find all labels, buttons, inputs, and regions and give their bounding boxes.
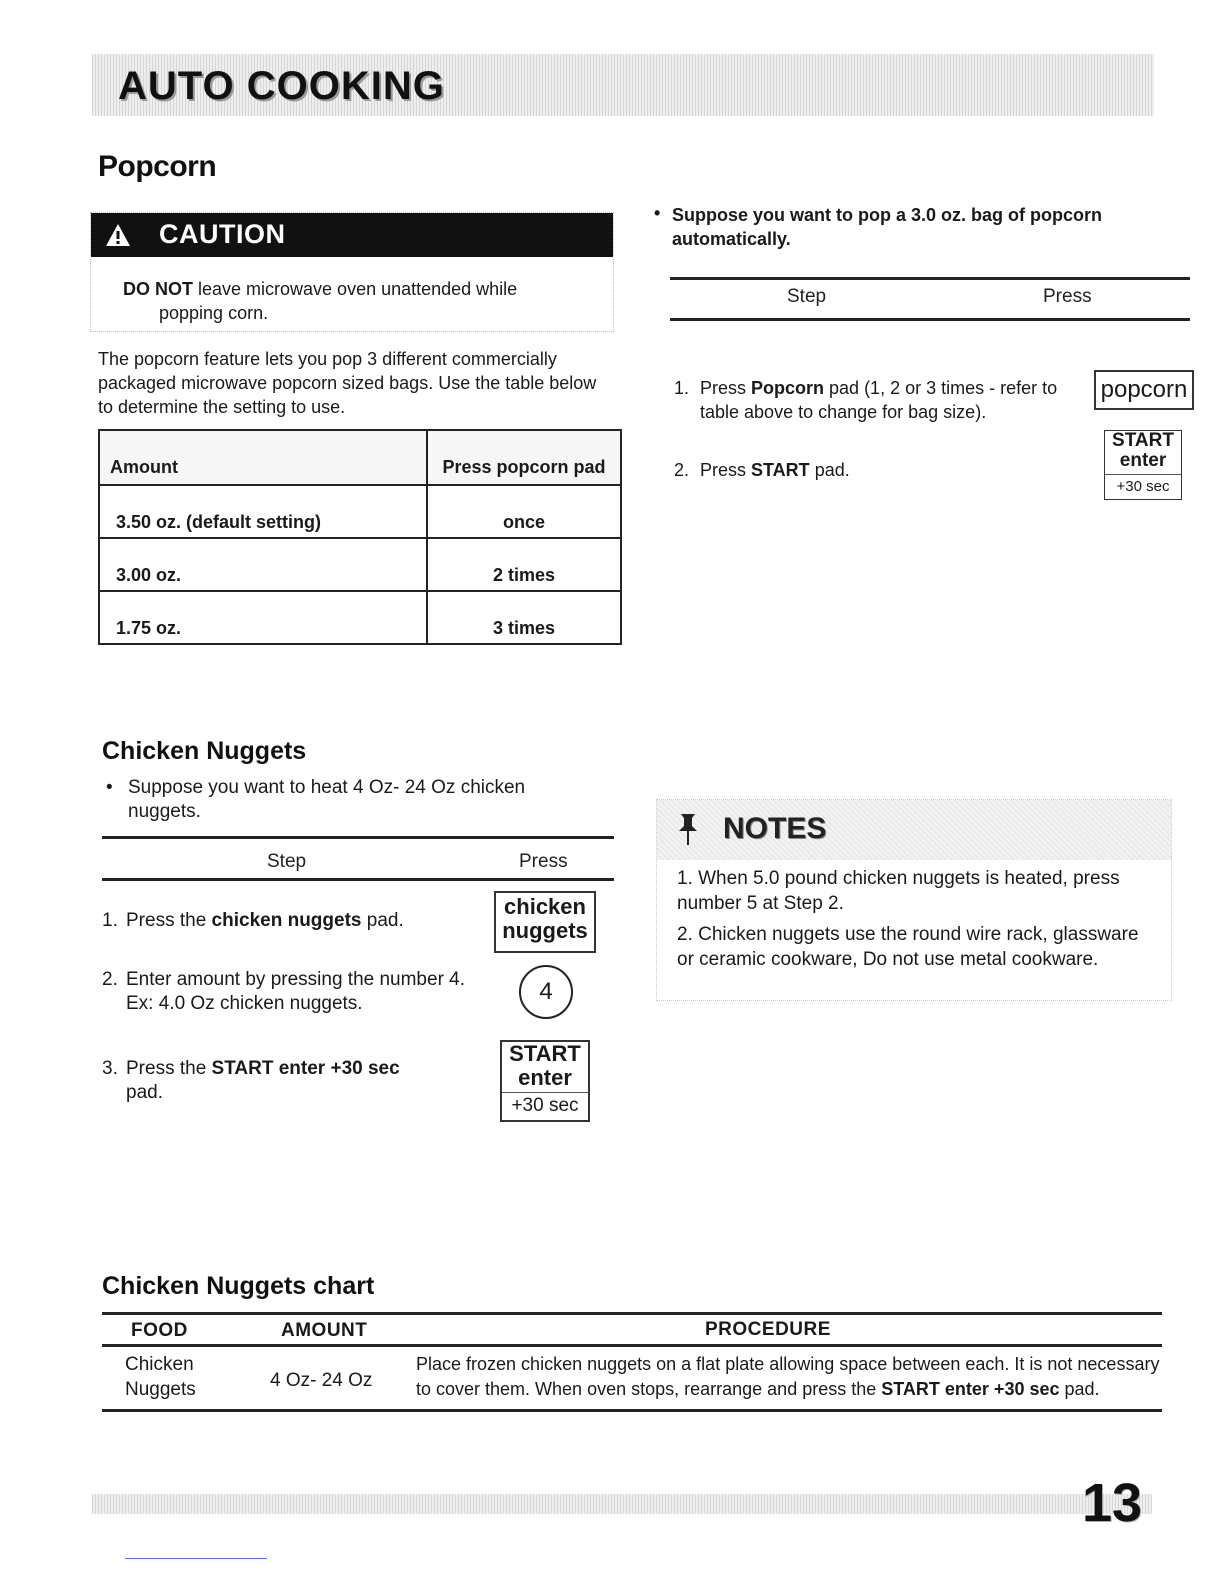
divider	[102, 878, 614, 881]
step-text-bold: Popcorn	[751, 378, 825, 398]
procedure-text: Place frozen chicken nuggets on a flat plate allowing space between each. It is not necessary to cover them. When oven stops, rearrange and press the	[416, 1354, 1160, 1399]
food-line1: Chicken	[125, 1354, 194, 1375]
chart-cell-procedure	[416, 1352, 1162, 1402]
table-cell: 3.00 oz.	[99, 538, 427, 591]
step-text-post: pad.	[361, 910, 404, 931]
note-item: 1. When 5.0 pound chicken nuggets is heated, press number 5 at Step 2.	[677, 868, 1120, 914]
chart-header-procedure: PROCEDURE	[705, 1319, 831, 1340]
enter-key-label: enter	[518, 1065, 572, 1090]
nuggets-step-3	[102, 1057, 492, 1105]
column-header-step: Step	[267, 851, 307, 872]
nuggets-step-1	[102, 909, 482, 933]
column-header-press: Press	[519, 851, 568, 872]
step-text-bold: START	[751, 460, 810, 480]
pushpin-icon	[675, 812, 701, 846]
column-header-press: Press	[1043, 286, 1092, 307]
step-text-post: pad (1, 2 or 3 times - refer to table above to change for bag size).	[700, 378, 1058, 422]
start-key-label: START	[509, 1041, 581, 1066]
table-cell: once	[427, 485, 621, 538]
nuggets-intro	[106, 776, 526, 824]
step-text-bold: chicken nuggets	[211, 910, 362, 931]
step-text-post: pad.	[809, 460, 850, 480]
step-text-line1: Enter amount by pressing the number 4.	[126, 969, 466, 990]
start-key-label: START	[1112, 430, 1174, 451]
step-number: 1.	[674, 378, 690, 398]
popcorn-table	[98, 429, 622, 645]
column-header-step: Step	[787, 286, 827, 307]
plus30-key-label: +30 sec	[502, 1092, 588, 1119]
food-line2: Nuggets	[125, 1379, 196, 1400]
table-row	[99, 538, 621, 591]
notes-body	[677, 866, 1157, 978]
step-number: 2.	[102, 969, 118, 990]
step-text-bold: START enter +30 sec	[211, 1058, 400, 1079]
procedure-post: pad.	[1059, 1379, 1100, 1399]
popcorn-intro: The popcorn feature lets you pop 3 different commercially packaged microwave popcorn sized bags. Use the table below to determine the setting to use.	[98, 349, 597, 417]
chicken-nuggets-pad-button[interactable]	[494, 891, 596, 953]
table-cell: 3.50 oz. (default setting)	[99, 485, 427, 538]
note-item: 2. Chicken nuggets use the round wire rack, glassware or ceramic cookware, Do not use metal cookware.	[677, 924, 1139, 970]
chart-cell-food	[125, 1352, 196, 1402]
start-pad-button[interactable]	[1104, 430, 1182, 500]
caution-text-line1: leave microwave oven unattended while	[193, 279, 518, 299]
notes-box	[656, 799, 1172, 1001]
step-text-pre: Press	[700, 460, 752, 480]
header-banner	[92, 54, 1154, 116]
notes-label: NOTES	[723, 812, 827, 845]
popcorn-example-text: Suppose you want to pop a 3.0 oz. bag of popcorn automatically.	[672, 205, 1103, 249]
caution-text	[123, 277, 593, 325]
popcorn-pad-button[interactable]: popcorn	[1094, 370, 1194, 410]
step-number: 2.	[674, 460, 690, 480]
table-header-row	[99, 430, 621, 485]
table-cell: 1.75 oz.	[99, 591, 427, 644]
number-4-button[interactable]: 4	[519, 965, 573, 1019]
page-number: 13	[1082, 1473, 1143, 1533]
plus30-key-label: +30 sec	[1105, 474, 1181, 499]
table-row	[99, 485, 621, 538]
bullet-marker: •	[106, 777, 113, 798]
nuggets-step-2	[102, 968, 492, 1016]
footer-strip	[92, 1494, 1152, 1514]
popcorn-step-2	[674, 458, 1074, 482]
enter-key-label: enter	[1119, 450, 1167, 471]
table-header-press: Press popcorn pad	[427, 430, 621, 485]
chart-heading: Chicken Nuggets chart	[102, 1272, 375, 1300]
chart-header-amount: AMOUNT	[281, 1320, 368, 1341]
bullet-marker: •	[654, 203, 661, 223]
divider	[102, 1344, 1162, 1347]
divider	[102, 1312, 1162, 1315]
chart-cell-amount: 4 Oz- 24 Oz	[270, 1370, 373, 1391]
popcorn-heading: Popcorn	[98, 150, 217, 183]
key-label-line1: chicken	[504, 894, 586, 919]
step-text-pre: Press the	[126, 910, 212, 931]
step-number: 3.	[102, 1058, 118, 1079]
divider	[102, 836, 614, 839]
step-text-post: pad.	[126, 1082, 163, 1103]
table-cell: 3 times	[427, 591, 621, 644]
caution-box	[90, 212, 614, 332]
procedure-bold: START enter +30 sec	[881, 1379, 1060, 1399]
page-title: AUTO COOKING	[118, 64, 445, 108]
start-pad-button[interactable]	[500, 1040, 590, 1122]
warning-triangle-icon	[105, 223, 131, 247]
divider	[670, 277, 1190, 280]
popcorn-example-intro	[654, 203, 1174, 251]
table-row	[99, 591, 621, 644]
notes-banner	[657, 800, 1171, 860]
step-text-pre: Press the	[126, 1058, 212, 1079]
step-text-line2: Ex: 4.0 Oz chicken nuggets.	[126, 993, 363, 1014]
footer-link-line	[125, 1558, 267, 1559]
caution-label: CAUTION	[159, 219, 286, 249]
step-number: 1.	[102, 910, 118, 931]
caution-text-line2: popping corn.	[159, 303, 269, 323]
step-text-pre: Press	[700, 378, 752, 398]
popcorn-step-1	[674, 376, 1084, 424]
chart-header-food: FOOD	[131, 1320, 188, 1341]
table-cell: 2 times	[427, 538, 621, 591]
divider	[670, 318, 1190, 321]
nuggets-heading: Chicken Nuggets	[102, 737, 307, 765]
divider	[102, 1409, 1162, 1412]
table-header-amount: Amount	[99, 430, 427, 485]
caution-bold: DO NOT	[123, 279, 193, 299]
key-label-line2: nuggets	[502, 918, 588, 943]
nuggets-intro-text: Suppose you want to heat 4 Oz- 24 Oz chicken nuggets.	[128, 777, 526, 822]
caution-bar	[91, 213, 613, 257]
